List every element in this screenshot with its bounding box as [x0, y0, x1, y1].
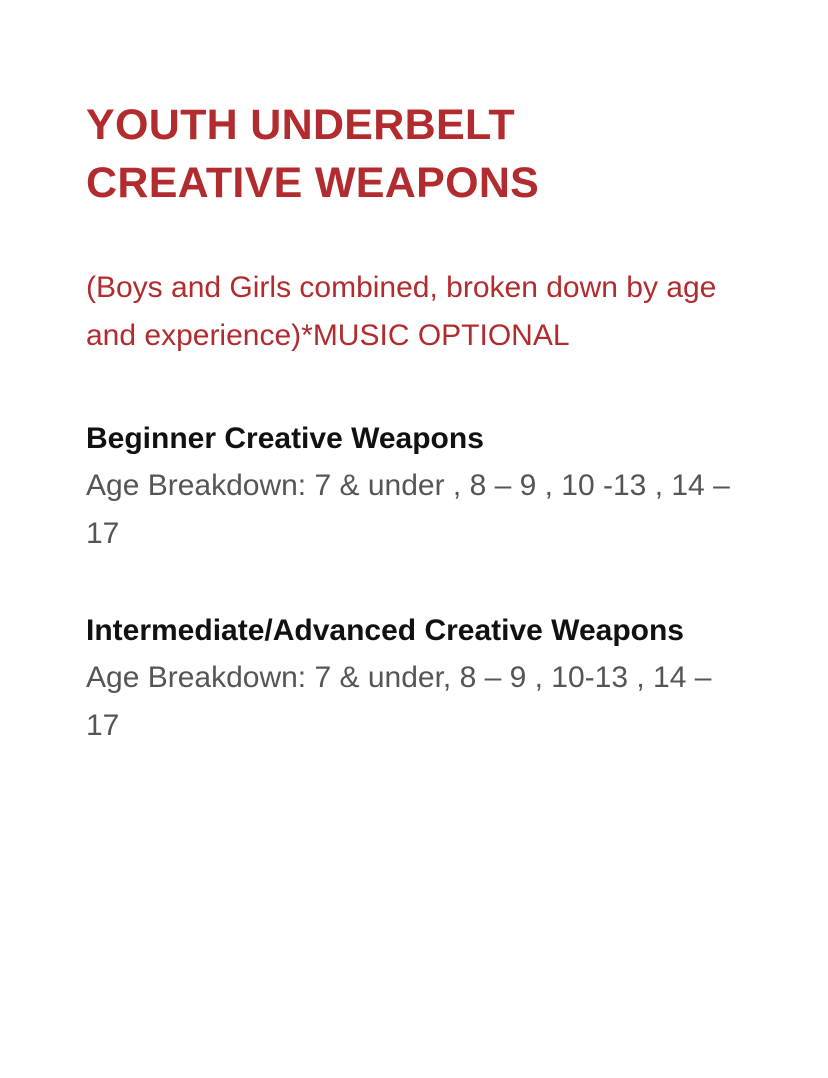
page-content: [86, 96, 766, 750]
section-intermediate-advanced: [86, 608, 766, 750]
page-subtitle: (Boys and Girls combined, broken down by age and experience)*MUSIC OPTIONAL: [86, 271, 717, 352]
section-heading: Intermediate/Advanced Creative Weapons: [86, 614, 684, 647]
section-beginner: [86, 416, 766, 558]
age-breakdown-text: Age Breakdown: 7 & under, 8 – 9 , 10-13 , 14 – 17: [86, 661, 712, 742]
page-title-line-1: YOUTH UNDERBELT: [86, 101, 515, 149]
section-heading: Beginner Creative Weapons: [86, 422, 484, 455]
page-title: [86, 96, 766, 212]
age-breakdown-text: Age Breakdown: 7 & under , 8 – 9 , 10 -13 , 14 – 17: [86, 469, 730, 550]
page-title-line-2: CREATIVE WEAPONS: [86, 159, 540, 207]
